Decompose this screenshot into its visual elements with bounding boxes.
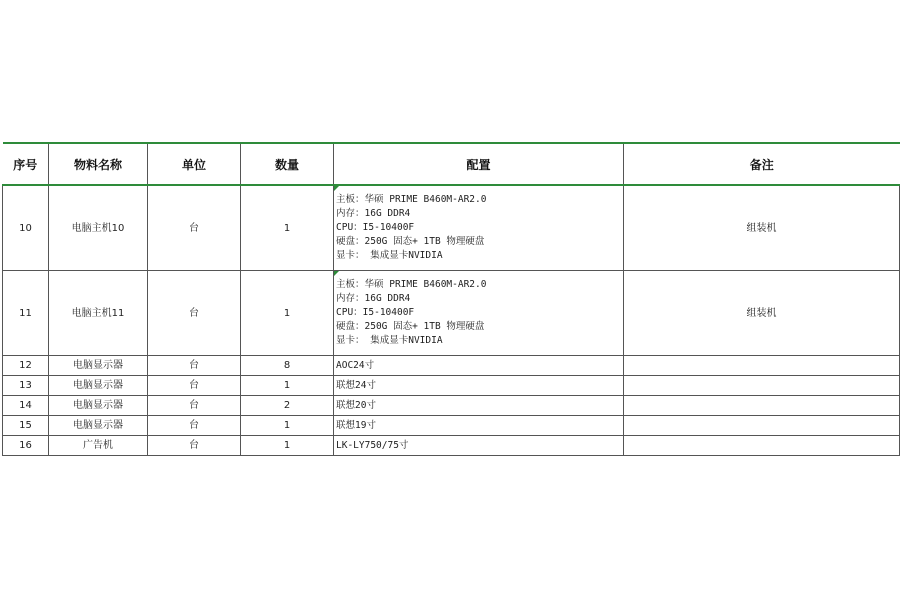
cell-config[interactable] bbox=[334, 416, 624, 436]
cell-unit[interactable]: 台 bbox=[148, 416, 241, 436]
header-row bbox=[3, 143, 900, 185]
cell-seq[interactable]: 13 bbox=[3, 376, 49, 396]
cell-config[interactable] bbox=[334, 436, 624, 456]
header-config: 配置 bbox=[334, 143, 624, 185]
cell-name[interactable]: 电脑显示器 bbox=[49, 416, 148, 436]
cell-unit[interactable]: 台 bbox=[148, 376, 241, 396]
cell-qty[interactable]: 1 bbox=[241, 185, 334, 271]
comment-indicator-icon bbox=[334, 271, 339, 276]
cell-qty[interactable]: 2 bbox=[241, 396, 334, 416]
config-line: AOC24寸 bbox=[336, 359, 375, 371]
table-row bbox=[3, 271, 900, 356]
table-row bbox=[3, 376, 900, 396]
cell-config[interactable] bbox=[334, 376, 624, 396]
cell-qty[interactable]: 8 bbox=[241, 356, 334, 376]
cell-name[interactable]: 电脑显示器 bbox=[49, 356, 148, 376]
config-line: 显卡： 集成显卡NVIDIA bbox=[336, 250, 443, 261]
cell-remark[interactable] bbox=[624, 436, 900, 456]
cell-config[interactable] bbox=[334, 396, 624, 416]
config-line: 主板：华硕 PRIME B460M-AR2.0 bbox=[336, 194, 487, 205]
config-line: 内存：16G DDR4 bbox=[336, 293, 411, 304]
table-row bbox=[3, 396, 900, 416]
cell-unit[interactable]: 台 bbox=[148, 436, 241, 456]
table-row bbox=[3, 436, 900, 456]
config-line: 联想20寸 bbox=[336, 399, 376, 411]
cell-config[interactable] bbox=[334, 356, 624, 376]
cell-seq[interactable]: 12 bbox=[3, 356, 49, 376]
cell-name[interactable]: 电脑显示器 bbox=[49, 396, 148, 416]
cell-config[interactable] bbox=[334, 185, 624, 271]
header-unit: 单位 bbox=[148, 143, 241, 185]
cell-seq[interactable]: 11 bbox=[3, 271, 49, 356]
config-line: 硬盘：250G 固态+ 1TB 物理硬盘 bbox=[336, 321, 485, 332]
table-row bbox=[3, 185, 900, 271]
header-remark: 备注 bbox=[624, 143, 900, 185]
config-line: 硬盘：250G 固态+ 1TB 物理硬盘 bbox=[336, 236, 485, 247]
cell-name[interactable]: 电脑显示器 bbox=[49, 376, 148, 396]
cell-remark[interactable] bbox=[624, 356, 900, 376]
config-line: 联想19寸 bbox=[336, 419, 376, 431]
comment-indicator-icon bbox=[334, 186, 339, 191]
cell-name[interactable]: 电脑主机10 bbox=[49, 185, 148, 271]
materials-table bbox=[2, 142, 900, 456]
cell-seq[interactable]: 14 bbox=[3, 396, 49, 416]
config-line: 显卡： 集成显卡NVIDIA bbox=[336, 335, 443, 346]
cell-remark[interactable]: 组装机 bbox=[624, 271, 900, 356]
cell-unit[interactable]: 台 bbox=[148, 185, 241, 271]
table-row bbox=[3, 356, 900, 376]
cell-unit[interactable]: 台 bbox=[148, 271, 241, 356]
cell-remark[interactable] bbox=[624, 376, 900, 396]
header-seq: 序号 bbox=[3, 143, 49, 185]
table-row bbox=[3, 416, 900, 436]
cell-remark[interactable]: 组装机 bbox=[624, 185, 900, 271]
config-line: 联想24寸 bbox=[336, 379, 376, 391]
cell-unit[interactable]: 台 bbox=[148, 356, 241, 376]
config-line: LK-LY750/75寸 bbox=[336, 439, 409, 451]
config-line: CPU：I5-10400F bbox=[336, 307, 415, 318]
cell-unit[interactable]: 台 bbox=[148, 396, 241, 416]
cell-seq[interactable]: 16 bbox=[3, 436, 49, 456]
config-line: 内存：16G DDR4 bbox=[336, 208, 411, 219]
cell-name[interactable]: 广告机 bbox=[49, 436, 148, 456]
config-line: CPU：I5-10400F bbox=[336, 222, 415, 233]
config-line: 主板：华硕 PRIME B460M-AR2.0 bbox=[336, 279, 487, 290]
cell-qty[interactable]: 1 bbox=[241, 271, 334, 356]
cell-qty[interactable]: 1 bbox=[241, 376, 334, 396]
cell-config[interactable] bbox=[334, 271, 624, 356]
cell-qty[interactable]: 1 bbox=[241, 416, 334, 436]
cell-name[interactable]: 电脑主机11 bbox=[49, 271, 148, 356]
cell-seq[interactable]: 15 bbox=[3, 416, 49, 436]
header-name: 物料名称 bbox=[49, 143, 148, 185]
header-qty: 数量 bbox=[241, 143, 334, 185]
cell-seq[interactable]: 10 bbox=[3, 185, 49, 271]
cell-remark[interactable] bbox=[624, 416, 900, 436]
table-body bbox=[3, 185, 900, 456]
cell-remark[interactable] bbox=[624, 396, 900, 416]
cell-qty[interactable]: 1 bbox=[241, 436, 334, 456]
